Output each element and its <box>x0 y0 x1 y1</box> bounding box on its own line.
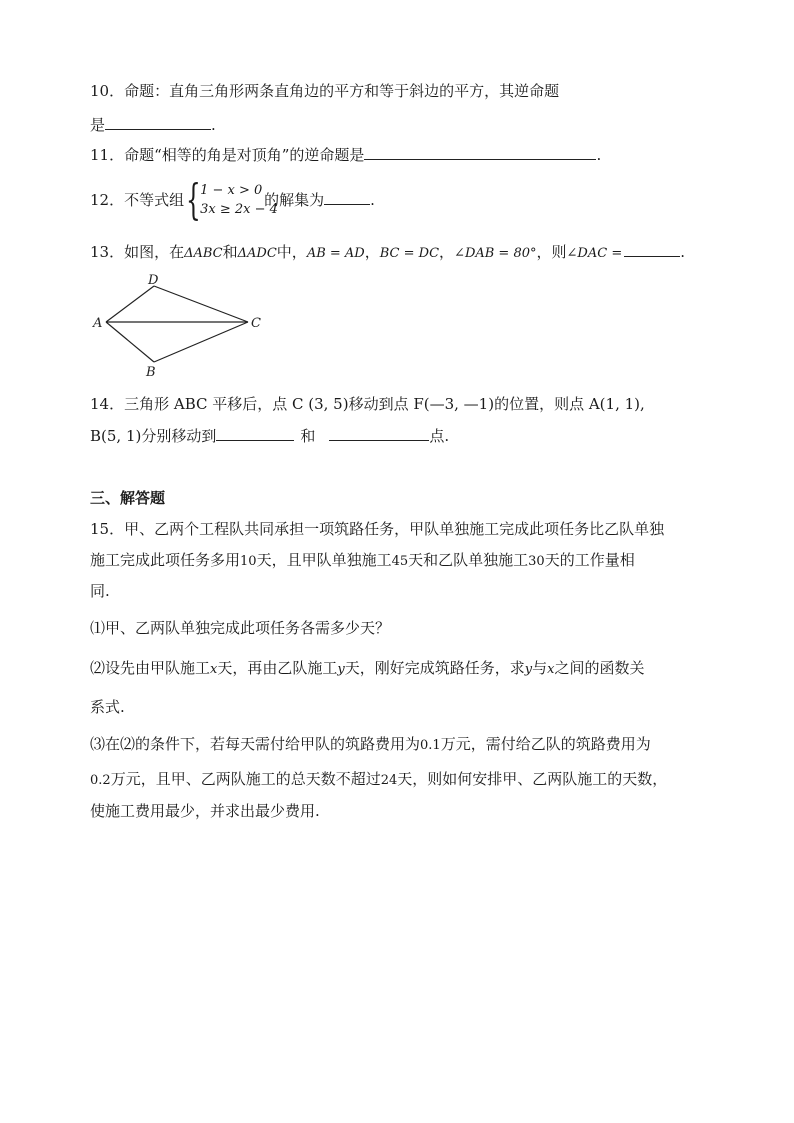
q14-text: 14．三角形 ABC 平移后，点 C (3, 5)移动到点 F(—3, —1)的位置，则点 A(1, 1), <box>90 395 645 413</box>
inequality-1: 1 − x > 0 <box>200 183 263 198</box>
q13-sep1: ， <box>364 243 380 261</box>
q15-part3-line2 <box>90 768 667 792</box>
triangle-abc: ΔABC <box>184 246 223 261</box>
segment-dc <box>154 286 248 322</box>
segment-bc <box>154 322 248 362</box>
q14-line1 <box>90 393 645 415</box>
q14-answer-blank-1[interactable] <box>216 424 294 441</box>
q15-part2-line2 <box>90 696 125 718</box>
q15-text-3: 同. <box>90 582 110 600</box>
q13-condition-3: ∠DAB = 80° <box>454 246 537 261</box>
q13-in: 中， <box>276 243 307 261</box>
q13-then: ，则 <box>536 243 567 261</box>
q15-line2 <box>90 549 635 573</box>
q12-text: 12．不等式组 <box>90 191 185 209</box>
q15-num-45: 45 <box>391 554 409 569</box>
var-y-2: y <box>524 662 533 677</box>
q13-condition-1: AB = AD <box>306 246 365 261</box>
q10-answer-blank[interactable] <box>105 113 211 130</box>
q13-answer-blank[interactable] <box>624 240 680 257</box>
q15-part3-line1 <box>90 733 651 757</box>
q14-answer-blank-2[interactable] <box>329 424 429 441</box>
triangle-adc: ΔADC <box>237 246 277 261</box>
q15-part3-tail: 使施工费用最少，并求出最少费用. <box>90 802 320 820</box>
q11-text: 11．命题“相等的角是对顶角”的逆命题是 <box>90 146 365 164</box>
q13-sep2: ， <box>439 243 455 261</box>
section-heading <box>90 487 165 509</box>
label-d: D <box>148 273 159 288</box>
q15-part2-e: 之间的函数关 <box>554 659 645 677</box>
q13-suffix: . <box>680 243 685 261</box>
q12-answer-blank[interactable] <box>324 188 370 205</box>
q15-num-0-1: 0.1 <box>420 738 441 753</box>
q10-text: 10．命题：直角三角形两条直角边的平方和等于斜边的平方，其逆命题 <box>90 82 560 100</box>
q11-line <box>90 143 601 166</box>
q12-middle: 的解集为 <box>264 191 325 209</box>
label-b: B <box>146 365 156 380</box>
q15-part1-text: ⑴甲、乙两队单独完成此项任务各需多少天？ <box>90 619 391 637</box>
q15-text-2d: 天的工作量相 <box>544 551 635 569</box>
q15-part2-d: 与 <box>532 659 548 677</box>
q15-part3-b: 万元，需付给乙队的筑路费用为 <box>440 735 651 753</box>
inequality-2: 3x ≥ 2x − 4 <box>200 202 278 217</box>
q11-suffix: . <box>596 146 602 164</box>
section-title: 三、解答题 <box>90 489 166 507</box>
q15-part2-b: 天，再由乙队施工 <box>217 659 338 677</box>
q10-prefix: 是 <box>90 116 106 134</box>
q15-num-0-2: 0.2 <box>90 773 111 788</box>
q13-ask: ∠DAC = <box>566 246 623 261</box>
q15-num-10: 10 <box>240 554 257 569</box>
q15-part2-c: 天，刚好完成筑路任务，求 <box>344 659 525 677</box>
q12-suffix: . <box>370 191 375 209</box>
quadrilateral-figure <box>88 272 278 380</box>
q10-line2 <box>90 113 216 136</box>
left-brace-icon: { <box>186 175 201 224</box>
q15-part3-line3 <box>90 800 320 822</box>
q10-suffix: . <box>211 116 216 134</box>
q15-text-2b: 天，且甲队单独施工 <box>256 551 392 569</box>
var-x: x <box>210 662 218 677</box>
q13-condition-2: BC = DC <box>379 246 440 261</box>
q15-part1 <box>90 617 390 639</box>
q14-and: 和 <box>300 427 316 445</box>
label-a: A <box>93 316 103 331</box>
q15-part2-tail: 系式. <box>90 698 125 716</box>
q15-text-2a: 施工完成此项任务多用 <box>90 551 241 569</box>
q13-line <box>90 240 685 265</box>
q15-part3-a: ⑶在⑵的条件下，若每天需付给甲队的筑路费用为 <box>90 735 421 753</box>
q15-text-2c: 天和乙队单独施工 <box>408 551 529 569</box>
var-y: y <box>337 662 345 677</box>
q11-answer-blank[interactable] <box>364 143 596 160</box>
q12-line <box>90 175 375 224</box>
q15-part2-a: ⑵设先由甲队施工 <box>90 659 211 677</box>
q14-prefix: B(5, 1)分别移动到 <box>90 427 217 445</box>
q14-line2 <box>90 424 449 447</box>
q15-line1 <box>90 518 664 540</box>
q14-suffix: 点. <box>429 427 450 445</box>
q13-text: 13．如图，在 <box>90 243 185 261</box>
label-c: C <box>251 316 261 331</box>
q15-num-24: 24 <box>380 773 398 788</box>
var-x-2: x <box>547 662 555 677</box>
q15-part2-line1 <box>90 657 644 681</box>
inequality-system <box>186 175 278 224</box>
segment-ab <box>106 322 154 362</box>
q15-text-1: 15．甲、乙两个工程队共同承担一项筑路任务，甲队单独施工完成此项任务比乙队单独 <box>90 520 665 538</box>
q15-num-30: 30 <box>528 554 545 569</box>
q10-line1 <box>90 80 559 102</box>
segment-ad <box>106 286 154 322</box>
q15-part3-d: 天，则如何安排甲、乙两队施工的天数， <box>397 770 668 788</box>
q15-part3-c: 万元，且甲、乙两队施工的总天数不超过 <box>110 770 381 788</box>
q15-line3 <box>90 580 110 602</box>
q13-and: 和 <box>222 243 238 261</box>
